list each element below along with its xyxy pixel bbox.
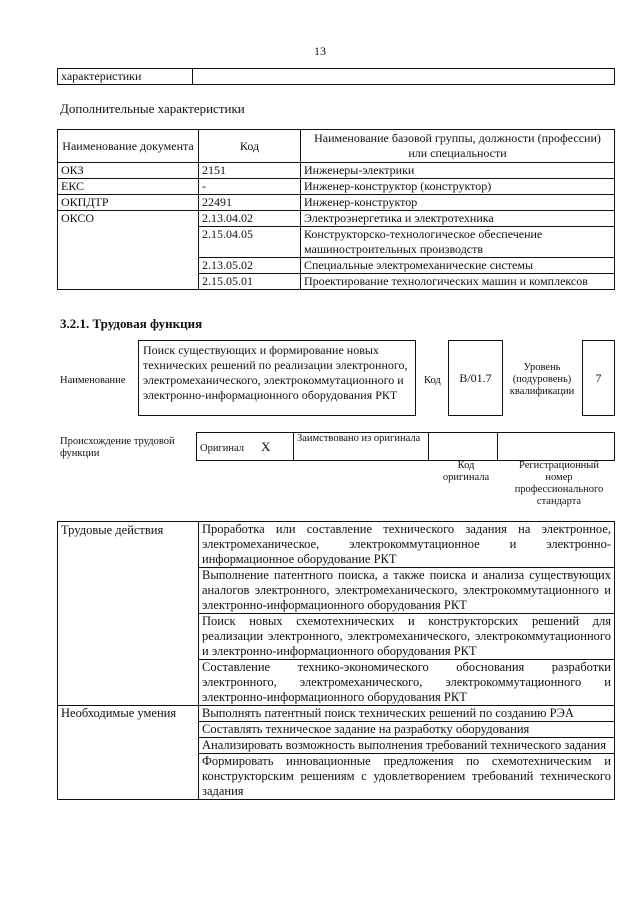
row-code: 2.13.04.02	[199, 211, 301, 227]
table-row	[58, 211, 615, 227]
row-code: 2.15.05.01	[199, 274, 301, 290]
header-doc: Наименование документа	[58, 130, 199, 163]
row-code: 2151	[199, 163, 301, 179]
additional-heading: Дополнительные характеристики	[60, 101, 245, 116]
row-doc: ОКСО	[58, 211, 199, 290]
function-level-box	[582, 340, 615, 416]
function-code-box	[448, 340, 503, 416]
header-name: Наименование базовой группы, должности (профессии) или специальности	[301, 130, 615, 163]
skill-item: Формировать инновационные предложения по схемотехническим и конструкторским решениям с удовлетворением требований технического задания	[199, 754, 615, 800]
top-characteristics-row	[57, 68, 615, 85]
origin-table	[196, 432, 615, 461]
origin-caption-reg: Регистрационный номер профессионального стандарта	[514, 460, 604, 507]
row-name: Специальные электромеханические системы	[301, 258, 615, 274]
origin-original-cell	[197, 433, 294, 461]
function-level-label: Уровень (подуровень) квалификации	[509, 362, 575, 397]
function-name-value: Поиск существующих и формирование новых технических решений по реализации электронного, электромеханического, электрокоммутационного и электронно-информационного оборудования РКТ	[143, 343, 408, 402]
skill-item: Составлять техническое задание на разработку оборудования	[199, 722, 615, 738]
function-code-label: Код	[424, 375, 441, 386]
table-row	[58, 163, 615, 179]
row-doc: ЕКС	[58, 179, 199, 195]
skill-item: Выполнять патентный поиск технических решений по созданию РЭА	[199, 706, 615, 722]
row-name: Проектирование технологических машин и комплексов	[301, 274, 615, 290]
origin-code-cell	[429, 433, 498, 461]
actions-label: Трудовые действия	[58, 522, 199, 706]
table-row	[58, 706, 615, 722]
origin-original-label: Оригинал	[200, 442, 244, 454]
row-name: Конструкторско-технологическое обеспечение машиностроительных производств	[301, 227, 615, 258]
row-code: 22491	[199, 195, 301, 211]
action-item: Выполнение патентного поиска, а также поиска и анализа существующих аналогов электронного, электромеханического, электрокоммутационного и электронно-информационного оборудования РКТ	[199, 568, 615, 614]
action-item: Проработка или составление технического задания на электронное, электромеханическое, электрокоммутационное и электронно-информационное оборудование РКТ	[199, 522, 615, 568]
origin-label: Происхождение трудовой функции	[60, 436, 175, 459]
function-name-box	[138, 340, 416, 416]
page-number: 13	[314, 44, 326, 58]
row-name: Инженер-конструктор (конструктор)	[301, 179, 615, 195]
row-doc: ОКПДТР	[58, 195, 199, 211]
origin-reg-cell	[498, 433, 615, 461]
top-row-label: характеристики	[58, 69, 193, 85]
additional-table	[57, 129, 615, 290]
row-name: Инженеры-электрики	[301, 163, 615, 179]
origin-caption-code: Код оригинала	[442, 460, 490, 483]
row-doc: ОКЗ	[58, 163, 199, 179]
row-code: 2.13.05.02	[199, 258, 301, 274]
row-code: -	[199, 179, 301, 195]
header-code: Код	[199, 130, 301, 163]
row-name: Инженер-конструктор	[301, 195, 615, 211]
function-name-label: Наименование	[60, 375, 126, 386]
top-row-value	[193, 69, 615, 85]
row-name: Электроэнергетика и электротехника	[301, 211, 615, 227]
origin-original-mark: X	[261, 438, 271, 454]
action-item: Составление технико-экономического обоснования разработки электронного, электромеханического, электрокоммутационного и электронно-информационного оборудования РКТ	[199, 660, 615, 706]
table-row	[58, 179, 615, 195]
skills-label: Необходимые умения	[58, 706, 199, 800]
table-row	[58, 195, 615, 211]
row-code: 2.15.04.05	[199, 227, 301, 258]
table-row	[58, 522, 615, 568]
actions-skills-table	[57, 521, 615, 800]
origin-borrowed-label: Заимствовано из оригинала	[294, 433, 429, 461]
function-heading: 3.2.1. Трудовая функция	[60, 316, 203, 331]
function-level-value: 7	[595, 370, 602, 385]
skill-item: Анализировать возможность выполнения требований технического задания	[199, 738, 615, 754]
function-code-value: B/01.7	[459, 370, 492, 385]
action-item: Поиск новых схемотехнических и конструкторских решений для реализации электронного, электромеханического, электрокоммутационного и электронно-информационного оборудования РКТ	[199, 614, 615, 660]
